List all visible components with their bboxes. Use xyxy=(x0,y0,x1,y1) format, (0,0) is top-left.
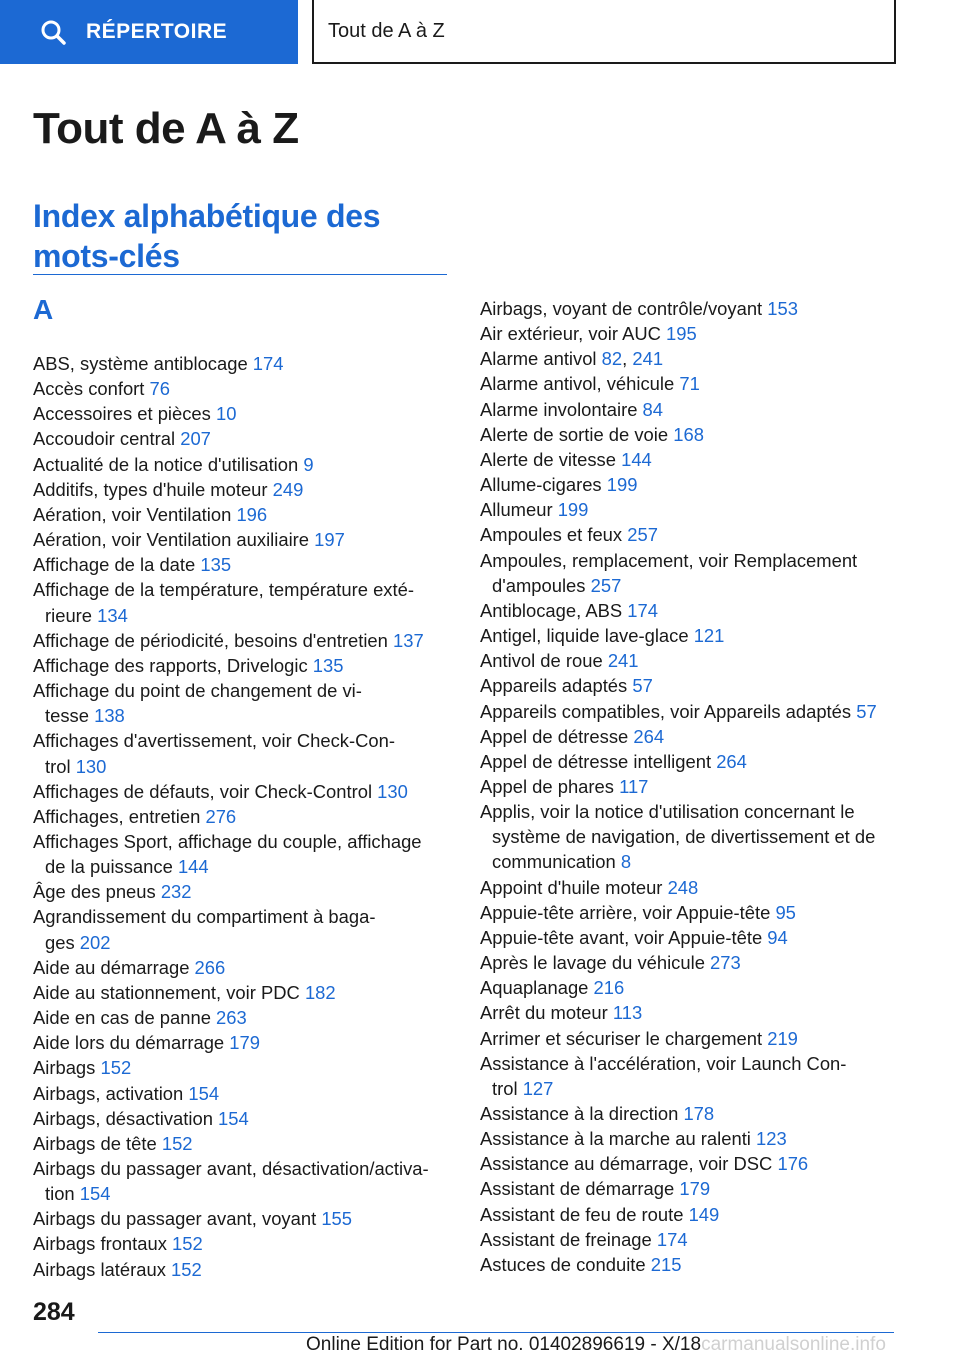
index-entry xyxy=(33,779,463,804)
index-entry xyxy=(480,1202,910,1227)
index-entry xyxy=(33,401,463,426)
page-link[interactable]: 248 xyxy=(667,876,699,898)
index-entry xyxy=(33,1005,463,1030)
index-entry-text: Appareils compatibles, voir Appareils adaptés xyxy=(480,700,852,722)
index-entry xyxy=(480,774,910,799)
index-entry xyxy=(33,904,463,954)
index-entry-text: Affichage de la date xyxy=(33,554,196,576)
search-icon xyxy=(40,19,66,45)
index-entry-text: Allume-cigares xyxy=(480,474,602,496)
page-link[interactable]: 154 xyxy=(79,1183,111,1205)
index-entry-text: Applis, voir la notice d'utilisation concernant le xyxy=(480,801,855,823)
index-entry-text: Assistance à la marche au ralenti xyxy=(480,1128,751,1150)
page-link[interactable]: 84 xyxy=(642,398,664,420)
footer-edition xyxy=(306,1334,886,1356)
index-entry-text: Airbags, activation xyxy=(33,1082,184,1104)
index-entry-text: Après le lavage du véhicule xyxy=(480,952,705,974)
index-entry xyxy=(33,804,463,829)
page-link[interactable]: 8 xyxy=(620,851,632,873)
page-link[interactable]: 152 xyxy=(161,1132,193,1154)
index-entry-text: Airbags de tête xyxy=(33,1132,157,1154)
index-entry-text: Agrandissement du compartiment à baga- xyxy=(33,906,376,928)
index-entry-text: Appel de détresse xyxy=(480,725,629,747)
page-link[interactable]: 153 xyxy=(767,298,798,319)
page-link[interactable]: 176 xyxy=(777,1153,809,1175)
current-section-label: Tout de A à Z xyxy=(328,19,445,42)
index-entry-text-continued: communication xyxy=(492,851,616,873)
index-entry-text: Ampoules, remplacement, voir Remplacement xyxy=(480,549,858,571)
index-entry-text-continued: trol xyxy=(492,1077,518,1099)
index-entry xyxy=(480,1000,910,1025)
page-link[interactable]: 154 xyxy=(218,1107,249,1129)
page-link[interactable]: 135 xyxy=(312,654,344,676)
index-entry-text: Affichages, entretien xyxy=(33,805,201,827)
page-link[interactable]: 135 xyxy=(200,554,232,576)
index-entry xyxy=(33,1231,463,1256)
index-entry xyxy=(480,699,910,724)
page-link[interactable]: 179 xyxy=(679,1178,711,1200)
index-entry xyxy=(480,548,910,598)
index-letter-heading: A xyxy=(33,294,54,325)
page-link[interactable]: 216 xyxy=(593,977,625,999)
index-entry-text: Antiblocage, ABS xyxy=(480,599,623,621)
index-entry xyxy=(480,1126,910,1151)
index-entry xyxy=(480,1176,910,1201)
index-entry xyxy=(480,296,910,321)
page-link[interactable]: 134 xyxy=(97,604,128,626)
index-entry-text: Accoudoir central xyxy=(33,428,176,450)
index-entry xyxy=(33,552,463,577)
top-navigation xyxy=(0,0,960,66)
page-link[interactable]: 276 xyxy=(205,805,237,827)
page-link[interactable]: 273 xyxy=(710,952,741,974)
page-link[interactable]: 152 xyxy=(171,1258,202,1280)
index-entry-text: Airbags latéraux xyxy=(33,1258,166,1280)
page-link[interactable]: 232 xyxy=(160,881,192,903)
page-link[interactable]: 174 xyxy=(252,353,284,374)
page-link[interactable]: 195 xyxy=(666,323,697,345)
index-entry-text: Ampoules et feux xyxy=(480,524,623,546)
index-entry-text: Antigel, liquide lave-glace xyxy=(480,625,689,647)
index-entry xyxy=(480,648,910,673)
index-entry xyxy=(480,875,910,900)
index-entry xyxy=(33,1081,463,1106)
index-entry-text: Affichage de périodicité, besoins d'entretien xyxy=(33,629,388,651)
index-entry xyxy=(33,1156,463,1206)
index-entry-text-continued: ges xyxy=(45,931,75,953)
index-entry-text: Âge des pneus xyxy=(33,881,156,903)
page-subtitle: Index alphabétique des mots-clés xyxy=(33,198,381,274)
page-title: Tout de A à Z xyxy=(33,104,299,153)
page-link[interactable]: 155 xyxy=(321,1208,352,1230)
page-link[interactable]: 57 xyxy=(632,675,653,697)
index-entry-text: Affichage de la température, température exté- xyxy=(33,579,414,601)
page-link[interactable]: 168 xyxy=(673,423,704,445)
index-entry-text: Arrimer et sécuriser le chargement xyxy=(480,1027,763,1049)
page-link[interactable]: 123 xyxy=(756,1128,787,1150)
index-entry-text: Appel de détresse intelligent xyxy=(480,750,712,772)
index-entry-text: Appuie-tête avant, voir Appuie-tête xyxy=(480,926,763,948)
index-entry-text: Arrêt du moteur xyxy=(480,1002,608,1024)
index-entry xyxy=(33,955,463,980)
index-entry xyxy=(480,1252,910,1277)
index-entry-text-continued: d'ampoules xyxy=(492,574,586,596)
page-link[interactable]: 9 xyxy=(303,453,314,475)
page-link[interactable]: 178 xyxy=(683,1103,715,1124)
index-entry-text: Appoint d'huile moteur xyxy=(480,876,663,898)
index-entry-text: Affichage des rapports, Drivelogic xyxy=(33,654,308,676)
index-entry-text: Alerte de vitesse xyxy=(480,448,616,470)
index-entry-text: Alarme antivol, véhicule xyxy=(480,373,675,395)
index-entry-text: Affichages d'avertissement, voir Check-Con- xyxy=(33,730,395,752)
index-entry-text: Aquaplanage xyxy=(480,977,589,999)
page-link[interactable]: 152 xyxy=(172,1233,203,1255)
index-entry xyxy=(33,1206,463,1231)
index-entry xyxy=(33,1257,463,1282)
index-entry xyxy=(33,879,463,904)
page-number: 284 xyxy=(33,1298,75,1326)
page-link[interactable]: 57 xyxy=(856,700,877,722)
page-link[interactable]: 257 xyxy=(627,524,658,546)
page-link[interactable]: 266 xyxy=(194,956,226,978)
index-entry xyxy=(33,1106,463,1131)
page-link[interactable]: 144 xyxy=(621,448,652,470)
index-entry xyxy=(480,724,910,749)
page-link[interactable]: 82 xyxy=(601,348,623,370)
page-link[interactable]: 71 xyxy=(679,373,700,395)
current-section-tab[interactable] xyxy=(312,0,896,64)
index-entry-text: Airbags du passager avant, désactivation/activa- xyxy=(33,1158,429,1179)
index-entry xyxy=(480,371,910,396)
page-link[interactable]: 174 xyxy=(627,599,658,621)
page-link[interactable]: 264 xyxy=(633,725,665,747)
index-entry-text: Airbags xyxy=(33,1057,96,1079)
page-link[interactable]: 264 xyxy=(716,750,747,772)
page-link[interactable]: 130 xyxy=(377,780,408,802)
index-entry-text: Assistance au démarrage, voir DSC xyxy=(480,1153,773,1175)
index-column-left xyxy=(33,351,463,1282)
index-entry-text: Airbags, voyant de contrôle/voyant xyxy=(480,298,763,319)
index-entry xyxy=(480,673,910,698)
index-entry xyxy=(33,477,463,502)
index-entry xyxy=(480,422,910,447)
index-entry xyxy=(33,577,463,627)
page-link[interactable]: 149 xyxy=(688,1203,720,1225)
index-entry-text: Allumeur xyxy=(480,499,553,521)
index-entry-text: Astuces de conduite xyxy=(480,1253,646,1275)
index-entry-text: Aide au stationnement, voir PDC xyxy=(33,981,300,1003)
page-link[interactable]: 174 xyxy=(656,1228,688,1250)
page-link[interactable]: 199 xyxy=(557,499,589,521)
index-entry xyxy=(33,1030,463,1055)
index-entry xyxy=(33,351,463,376)
index-entry-text: Accessoires et pièces xyxy=(33,403,211,425)
index-entry-text: Appareils adaptés xyxy=(480,675,628,697)
footer-watermark: carmanualsonline.info xyxy=(701,1334,886,1355)
page-link[interactable]: 117 xyxy=(619,775,649,797)
index-entry-text: Assistance à l'accélération, voir Launch Con- xyxy=(480,1052,847,1074)
page-link[interactable]: 182 xyxy=(304,981,336,1003)
index-entry-text: Assistant de freinage xyxy=(480,1228,652,1250)
index-column-right xyxy=(480,296,910,1277)
index-entry-text: Affichage du point de changement de vi- xyxy=(33,680,362,702)
index-entry xyxy=(33,502,463,527)
index-entry xyxy=(480,522,910,547)
page-link[interactable]: 154 xyxy=(188,1082,220,1104)
index-entry-text-continued: de la puissance xyxy=(45,856,173,878)
index-entry-text-continued: trol xyxy=(45,755,71,777)
index-entry xyxy=(480,472,910,497)
page-link[interactable]: 138 xyxy=(94,705,125,727)
index-entry-text: Aération, voir Ventilation auxiliaire xyxy=(33,529,310,551)
index-entry xyxy=(33,728,463,778)
index-entry-text: Antivol de roue xyxy=(480,650,603,672)
index-entry xyxy=(33,452,463,477)
index-entry xyxy=(480,598,910,623)
page-link[interactable]: 241 xyxy=(607,650,639,672)
index-entry-text: Assistant de démarrage xyxy=(480,1178,675,1200)
index-entry-text: Airbags frontaux xyxy=(33,1233,167,1255)
index-entry xyxy=(33,376,463,401)
index-entry xyxy=(480,749,910,774)
index-entry-text: Additifs, types d'huile moteur xyxy=(33,478,268,500)
index-entry xyxy=(33,527,463,552)
index-entry xyxy=(480,321,910,346)
index-entry-text: Assistance à la direction xyxy=(480,1103,679,1124)
index-entry-text: Aide en cas de panne xyxy=(33,1007,211,1029)
page-link[interactable]: 144 xyxy=(177,856,209,878)
index-entry xyxy=(480,623,910,648)
page-link[interactable]: 199 xyxy=(606,474,638,496)
page-link[interactable]: 121 xyxy=(693,625,725,647)
footer-edition-text: Online Edition for Part no. 01402896619 - X/18 xyxy=(306,1334,702,1355)
index-entry-text: Actualité de la notice d'utilisation xyxy=(33,453,299,475)
page-link[interactable]: 202 xyxy=(79,931,111,953)
page-link[interactable]: 257 xyxy=(590,574,622,596)
index-entry xyxy=(480,975,910,1000)
index-entry-text: Aide au démarrage xyxy=(33,956,190,978)
index-entry-text: Affichages de défauts, voir Check-Control xyxy=(33,780,373,802)
page-link[interactable]: 127 xyxy=(522,1077,554,1099)
index-entry xyxy=(480,1051,910,1101)
index-entry-text-continued: système de navigation, de divertissement et de xyxy=(492,826,876,848)
index-entry xyxy=(480,925,910,950)
footer-divider xyxy=(98,1332,894,1333)
index-entry-text: Appel de phares xyxy=(480,775,614,797)
index-entry-text: Assistant de feu de route xyxy=(480,1203,684,1225)
index-entry xyxy=(480,1101,910,1126)
page-link[interactable]: 263 xyxy=(216,1007,247,1029)
page-link[interactable]: 152 xyxy=(100,1057,132,1079)
page-link[interactable]: 76 xyxy=(149,378,171,400)
index-entry xyxy=(480,1151,910,1176)
index-entry xyxy=(480,447,910,472)
index-entry-text: Air extérieur, voir AUC xyxy=(480,323,661,345)
page-link[interactable]: 207 xyxy=(180,428,211,450)
index-entry xyxy=(33,980,463,1005)
directory-tab-label: RÉPERTOIRE xyxy=(86,20,228,43)
page-link[interactable]: 196 xyxy=(236,503,268,525)
index-entry: Alarme antivol 82, 241 xyxy=(480,348,664,370)
page-link[interactable]: 241 xyxy=(632,348,664,370)
page-link[interactable]: 249 xyxy=(272,478,304,500)
index-entry-text-continued: tesse xyxy=(45,705,89,727)
index-entry xyxy=(33,426,463,451)
index-entry-text: Alerte de sortie de voie xyxy=(480,423,669,445)
index-entry-text: Alarme involontaire xyxy=(480,398,638,420)
page-link[interactable]: 219 xyxy=(767,1027,798,1049)
index-entry xyxy=(33,1131,463,1156)
index-entry xyxy=(480,397,910,422)
directory-tab[interactable] xyxy=(0,0,298,64)
page-link[interactable]: 197 xyxy=(314,529,345,551)
index-entry-text: Accès confort xyxy=(33,378,145,400)
index-entry xyxy=(33,678,463,728)
index-entry-text: Aération, voir Ventilation xyxy=(33,503,232,525)
page-link[interactable]: 95 xyxy=(775,901,796,923)
index-entry xyxy=(480,1026,910,1051)
page-link[interactable]: 130 xyxy=(75,755,107,777)
index-entry xyxy=(480,950,910,975)
index-entry xyxy=(480,900,910,925)
index-entry xyxy=(33,653,463,678)
index-entry xyxy=(33,829,463,879)
page-link[interactable]: 215 xyxy=(650,1253,682,1275)
index-entry xyxy=(33,1055,463,1080)
index-entry-text: Airbags, désactivation xyxy=(33,1107,213,1129)
index-entry xyxy=(480,497,910,522)
index-entry xyxy=(33,628,463,653)
page-link[interactable]: 10 xyxy=(215,403,237,425)
page-link[interactable]: 179 xyxy=(229,1032,260,1054)
index-entry-text: Alarme antivol xyxy=(480,348,597,370)
index-entry-text: Airbags du passager avant, voyant xyxy=(33,1208,317,1230)
index-entry-text: Affichages Sport, affichage du couple, affichage xyxy=(33,830,422,852)
index-entry-text: Aide lors du démarrage xyxy=(33,1032,225,1054)
index-entry-text-continued: rieure xyxy=(45,604,93,626)
page-link[interactable]: 113 xyxy=(612,1002,643,1024)
index-entry-text: ABS, système antiblocage xyxy=(33,353,248,374)
index-entry xyxy=(480,799,910,874)
title-divider xyxy=(33,274,447,275)
index-entry xyxy=(480,1227,910,1252)
index-entry-text-continued: tion xyxy=(45,1183,75,1205)
page-link[interactable]: 137 xyxy=(393,629,424,651)
index-entry-text: Appuie-tête arrière, voir Appuie-tête xyxy=(480,901,771,923)
page-link[interactable]: 94 xyxy=(767,926,788,948)
